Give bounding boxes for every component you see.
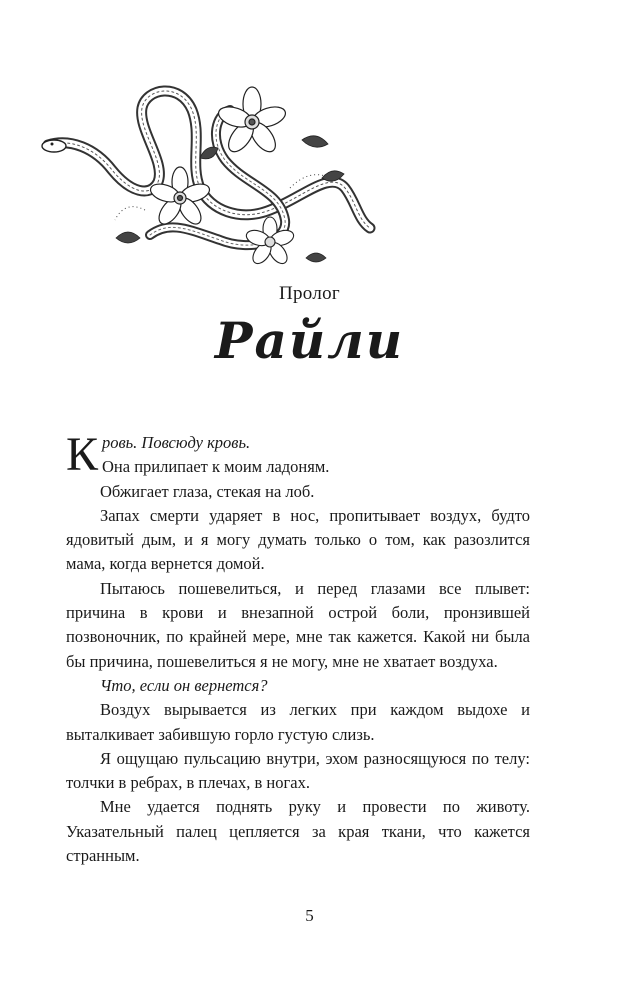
prologue-label: Пролог bbox=[278, 283, 341, 304]
paragraph: Мне удается поднять руку и провести по животу. Указательный палец цепляется за края ткани, что кажется странным. bbox=[66, 797, 530, 866]
page-number: 5 bbox=[305, 906, 314, 925]
paragraph: Обжигает глаза, стекая на лоб. bbox=[100, 481, 315, 501]
paragraph: Запах смерти ударяет в нос, пропитывает воздух, будто ядовитый дым, и я могу думать только о том, как разозлится мама, когда вернется домой. bbox=[66, 505, 530, 574]
paragraph: Пытаюсь пошевелиться, и перед глазами все плывет: причина в крови и внезапной острой боли, пронзившей позвоночник, по крайней мере, мне так кажется. Какой ни была бы причина, пошевелиться я не могу, мне не хватает воздуха. bbox=[66, 578, 530, 671]
text-body bbox=[66, 428, 530, 868]
paragraph-italic: Что, если он вернется? bbox=[100, 675, 268, 695]
chapter-title: Райли bbox=[214, 311, 405, 370]
snake-with-flowers-illustration-icon bbox=[40, 70, 380, 270]
paragraph: Я ощущаю пульсацию внутри, эхом разносящуюся по телу: толчки в ребрах, в плечах, в ногах. bbox=[66, 748, 530, 793]
paragraph-first bbox=[66, 428, 530, 481]
paragraph: Воздух вырывается из легких при каждом выдохе и выталкивает забившую горло густую слизь. bbox=[66, 700, 530, 744]
first-line-italic: ровь. Повсюду кровь. bbox=[102, 433, 251, 452]
drop-cap: К bbox=[66, 428, 99, 481]
paragraph-text: Она прилипает к моим ладоням. bbox=[102, 457, 330, 477]
